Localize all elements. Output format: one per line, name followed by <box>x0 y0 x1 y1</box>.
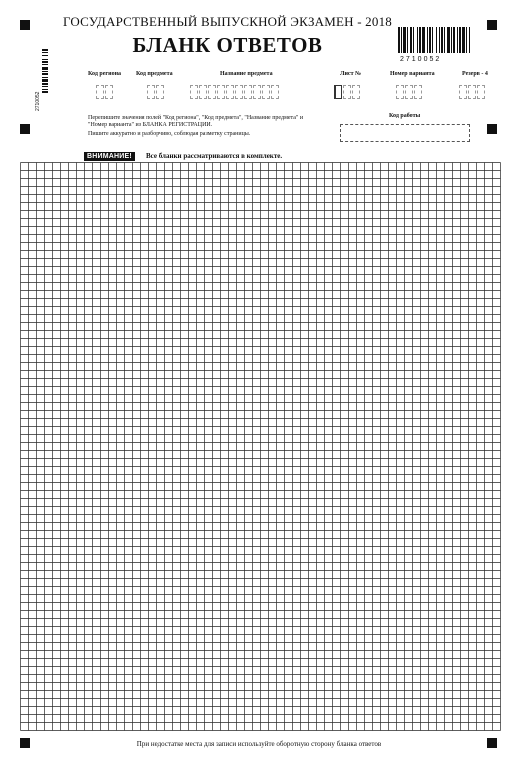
entry-cell[interactable] <box>414 85 422 99</box>
entry-cell[interactable] <box>96 85 104 99</box>
barcode-bar <box>42 91 48 93</box>
entry-cell[interactable] <box>105 85 113 99</box>
variant-number-label: Номер варианта <box>390 71 435 77</box>
instructions-write-neatly: Пишите аккуратно и разборчиво, соблюдая разметку страницы. <box>88 131 251 137</box>
region-code-cells[interactable] <box>96 85 113 99</box>
work-code-box[interactable] <box>340 124 470 142</box>
barcode-bar <box>413 27 414 53</box>
entry-cell[interactable] <box>147 85 155 99</box>
entry-cell[interactable] <box>253 85 261 99</box>
barcode-bar <box>42 77 48 78</box>
entry-cell[interactable] <box>262 85 270 99</box>
barcode-left-number: 2710052 <box>35 91 41 111</box>
entry-cell[interactable] <box>352 85 360 99</box>
barcode-left-bars <box>42 49 48 93</box>
entry-cell[interactable] <box>217 85 225 99</box>
barcode-right-number: 2710052 <box>400 56 442 63</box>
entry-cell[interactable] <box>226 85 234 99</box>
barcode-bar <box>42 89 48 90</box>
barcode-bar <box>42 52 48 53</box>
barcode-right <box>396 25 476 63</box>
reserve-cells[interactable] <box>459 85 485 99</box>
barcode-bar <box>469 27 470 53</box>
barcode-bar <box>447 27 450 53</box>
registration-mark-top-left <box>20 20 30 30</box>
barcode-bar <box>42 79 48 82</box>
exam-title: ГОСУДАРСТВЕННЫЙ ВЫПУСКНОЙ ЭКЗАМЕН - 2018 <box>63 14 392 29</box>
barcode-bar <box>453 27 455 53</box>
subject-code-cells[interactable] <box>147 85 164 99</box>
footer-note: При недостатке места для записи используйте оборотную сторону бланка ответов <box>136 740 382 748</box>
region-code-label: Код региона <box>88 71 122 77</box>
entry-cell[interactable] <box>208 85 216 99</box>
barcode-right-bars <box>398 27 470 53</box>
entry-cell[interactable] <box>271 85 279 99</box>
barcode-bar <box>42 86 48 87</box>
barcode-bar <box>427 27 428 53</box>
barcode-bar <box>417 27 418 53</box>
barcode-bar <box>422 27 425 53</box>
barcode-bar <box>457 27 458 53</box>
sheet-number-label: Лист № <box>340 71 362 77</box>
sheet-number-cells[interactable] <box>334 85 360 99</box>
barcode-bar <box>42 55 48 56</box>
instructions <box>88 115 318 140</box>
barcode-bar <box>403 27 406 53</box>
entry-cell[interactable] <box>477 85 485 99</box>
barcode-bar <box>42 67 48 70</box>
answer-grid[interactable] <box>20 162 501 731</box>
barcode-bar <box>429 27 431 53</box>
warning-badge: ВНИМАНИЕ! <box>84 152 135 161</box>
barcode-bar <box>410 27 412 53</box>
barcode-bar <box>444 27 445 53</box>
barcode-bar <box>439 27 440 53</box>
barcode-bar <box>451 27 452 53</box>
barcode-bar <box>419 27 421 53</box>
barcode-bar <box>42 64 48 65</box>
barcode-bar <box>42 49 48 51</box>
entry-cell[interactable] <box>343 85 351 99</box>
barcode-bar <box>459 27 461 53</box>
registration-mark-top-right <box>487 20 497 30</box>
barcode-bar <box>42 73 48 75</box>
variant-number-cells[interactable] <box>396 85 422 99</box>
entry-cell[interactable] <box>334 85 342 99</box>
entry-cell[interactable] <box>396 85 404 99</box>
entry-cell[interactable] <box>190 85 198 99</box>
form-title: БЛАНК ОТВЕТОВ <box>132 33 323 57</box>
registration-mark-mid-left <box>20 124 30 134</box>
instructions-copy-fields: Перепишите значения полей "Код региона", "Код предмета", "Название предмета" и "Номер варианта" из БЛАНКА РЕГИСТРАЦИИ. <box>88 115 304 128</box>
subject-name-cells[interactable] <box>190 85 279 99</box>
barcode-bar <box>407 27 408 53</box>
barcode-bar <box>462 27 465 53</box>
subject-name-label: Название предмета <box>220 71 273 77</box>
barcode-bar <box>441 27 443 53</box>
warning-text: Все бланки рассматриваются в комплекте. <box>146 152 283 160</box>
entry-cell[interactable] <box>459 85 467 99</box>
barcode-bar <box>398 27 400 53</box>
work-code-label: Код работы <box>389 113 421 119</box>
entry-cell[interactable] <box>199 85 207 99</box>
registration-mark-mid-right <box>487 124 497 134</box>
entry-cell[interactable] <box>244 85 252 99</box>
barcode-left <box>36 49 48 112</box>
entry-cell[interactable] <box>235 85 243 99</box>
subject-code-label: Код предмета <box>136 71 173 77</box>
barcode-bar <box>401 27 402 53</box>
reserve-label: Резерв - 4 <box>462 71 488 77</box>
barcode-bar <box>42 83 48 85</box>
entry-cell[interactable] <box>156 85 164 99</box>
barcode-bar <box>466 27 467 53</box>
barcode-bar <box>436 27 437 53</box>
barcode-bar <box>42 71 48 72</box>
barcode-bar <box>42 61 48 63</box>
entry-cell[interactable] <box>468 85 476 99</box>
entry-cell[interactable] <box>405 85 413 99</box>
barcode-bar <box>42 59 48 60</box>
grid-lines <box>21 163 501 731</box>
barcode-bar <box>432 27 433 53</box>
